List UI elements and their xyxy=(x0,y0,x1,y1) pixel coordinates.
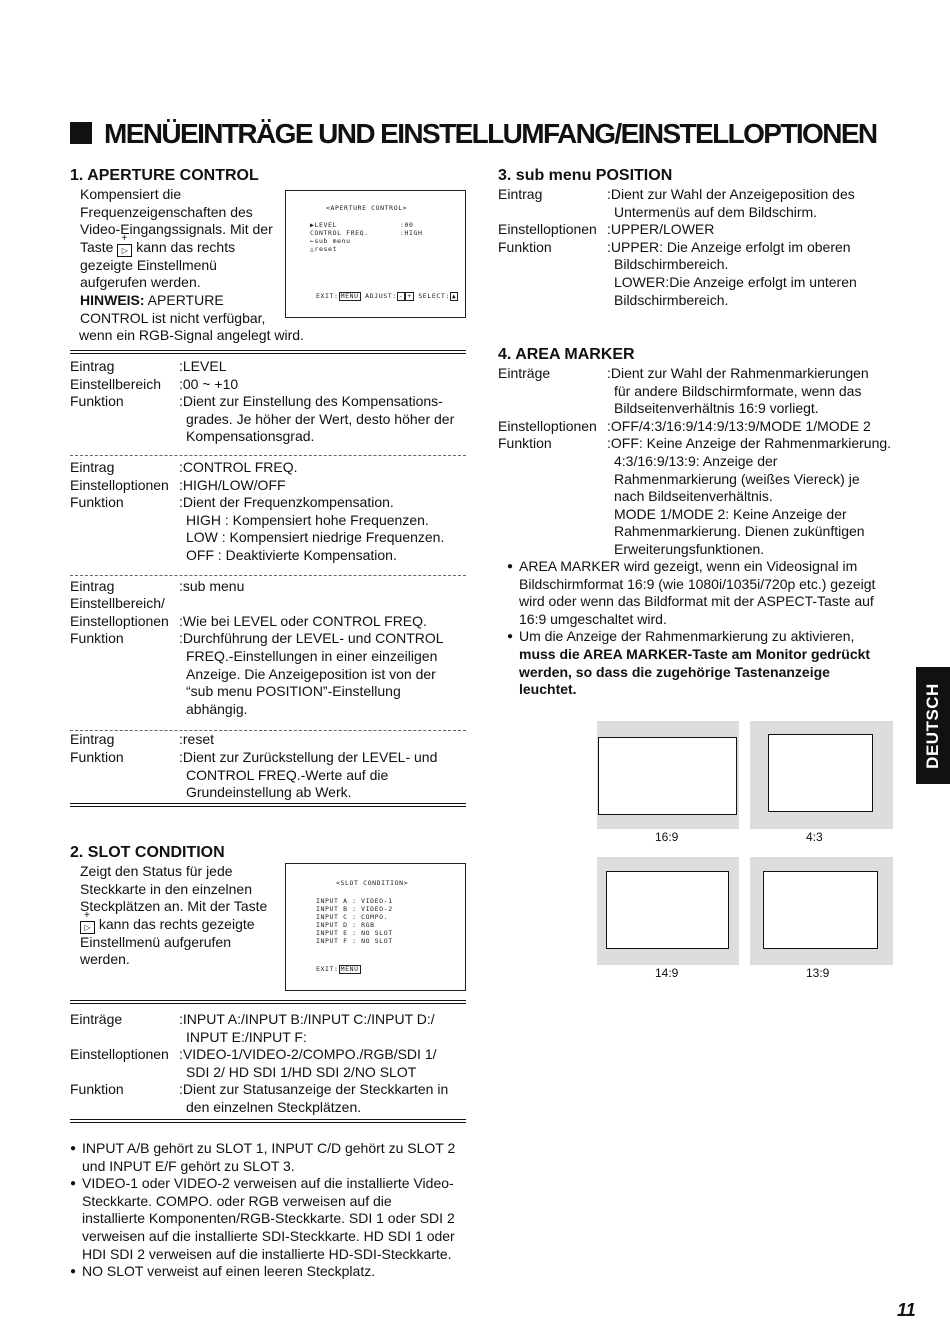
row-label: Einstellbereich/ xyxy=(70,595,165,612)
row-label: Einstelloptionen xyxy=(70,476,169,493)
slot-intro: Zeigt den Status für jede Steckkarte in den einzelnen Steckplätzen an. Mit der Taste + ▷ kann das rechts gezeigte Einstellmenü aufgerufen werden. xyxy=(80,863,280,969)
row-label: Funktion xyxy=(70,630,124,647)
row-value: :Wie bei LEVEL oder CONTROL FREQ. xyxy=(179,612,427,629)
row-value: :UPPER/LOWER xyxy=(607,221,715,238)
section-heading-slot-condition: 2. SLOT CONDITION xyxy=(70,844,225,861)
row-value: :sub menu xyxy=(179,577,245,594)
dashed-divider xyxy=(70,730,466,731)
list-item: ● NO SLOT verweist auf einen leeren Steckplatz. xyxy=(82,1263,472,1281)
aperture-control-menu-display: <APERTURE CONTROL> ▶LEVEL :00 CONTROL FREQ. :HIGH ←sub menu △reset EXIT: MENU ADJUST: - + SELECT: ▲ xyxy=(285,190,466,318)
row-value: Untermenüs auf dem Bildschirm. xyxy=(614,203,818,220)
format-label: 14:9 xyxy=(655,966,679,980)
section-heading-area-marker: 4. AREA MARKER xyxy=(498,346,635,363)
row-value: abhängig. xyxy=(186,700,248,717)
list-item: ● VIDEO-1 oder VIDEO-2 verweisen auf die installierte Video- Steckkarte. COMPO. oder RGB verweisen auf die installierte Komponenten/RGB-Steckkarte. SDI 1 oder SDI 2 verweisen auf die installierte SDI-Steckkarte. HD SDI 1 oder HDI SDI 2 verweisen auf die installierte HD-SDI-Steckkarte. xyxy=(82,1175,472,1263)
double-rule xyxy=(70,1119,466,1123)
row-value: LOWER:Die Anzeige erfolgt im unteren xyxy=(614,273,857,290)
row-value: Bildschirmbereich. xyxy=(614,256,729,273)
row-label: Eintrag xyxy=(70,459,115,475)
row-value: den einzelnen Steckplätzen. xyxy=(186,1098,362,1115)
slot-notes xyxy=(82,1140,472,1281)
format-13-9-diagram xyxy=(750,857,893,965)
area-marker-notes xyxy=(519,558,899,699)
row-value: für andere Bildschirmformate, wenn das xyxy=(614,382,862,399)
double-rule xyxy=(70,1000,466,1004)
slot-condition-menu-display: <SLOT CONDITION> INPUT A : VIDEO-1 INPUT B : VIDEO-2 INPUT C : COMPO. INPUT D : RGB INPUT E : NO SLOT INPUT F : NO SLOT EXIT: MENU xyxy=(285,863,466,991)
row-value: INPUT E:/INPUT F: xyxy=(186,1028,307,1045)
section-heading-sub-menu-position: 3. sub menu POSITION xyxy=(498,167,673,184)
row-value: SDI 2/ HD SDI 1/HD SDI 2/NO SLOT xyxy=(186,1063,417,1080)
row-label: Funktion xyxy=(70,749,124,765)
row-value: 4:3/16:9/13:9: Anzeige der xyxy=(614,452,778,469)
row-value: :VIDEO-1/VIDEO-2/COMPO./RGB/SDI 1/ xyxy=(179,1046,437,1063)
format-label: 13:9 xyxy=(806,966,830,980)
row-label: Funktion xyxy=(70,1081,124,1098)
aperture-intro: Kompensiert die Frequenzeigenschaften des Video-Eingangssignals. Mit der Taste + ▷ kann das rechts gezeigte Einstellmenü aufgerufen werden. HINWEIS: APERTURE CONTROL ist nicht verfügbar, wenn ein RGB-Signal angelegt wird. xyxy=(80,186,280,345)
dashed-divider xyxy=(70,575,466,576)
format-label: 4:3 xyxy=(806,830,823,844)
row-value: :Dient der Frequenzkompensation. xyxy=(179,494,394,511)
row-value: :INPUT A:/INPUT B:/INPUT C:/INPUT D:/ xyxy=(179,1011,435,1027)
row-label: Eintrag xyxy=(70,577,115,594)
row-value: Kompensationsgrad. xyxy=(186,428,315,445)
row-value: Grundeinstellung ab Werk. xyxy=(186,784,352,801)
row-value: :Dient zur Wahl der Rahmenmarkierungen xyxy=(607,365,869,381)
play-button-icon: + ▷ xyxy=(117,244,132,257)
format-14-9-diagram xyxy=(597,857,739,965)
row-label: Einstelloptionen xyxy=(70,1046,169,1063)
page-number: 11 xyxy=(897,1300,916,1320)
double-rule xyxy=(70,803,466,807)
row-value: Rahmenmarkierung. Dienen zukünftigen xyxy=(614,523,865,540)
section-heading-aperture-control: 1. APERTURE CONTROL xyxy=(70,167,259,184)
row-value: MODE 1/MODE 2: Keine Anzeige der xyxy=(614,505,847,522)
row-label: Funktion xyxy=(70,494,124,511)
list-item: ● Um die Anzeige der Rahmenmarkierung zu aktivieren, muss die AREA MARKER-Taste am Monitor gedrückt werden, so dass die zugehörige Tastenanzeige leuchtet. xyxy=(519,628,899,698)
row-value: FREQ.-Einstellungen in einer einzeiligen xyxy=(186,647,438,664)
row-value: Rahmenmarkierung (weißes Viereck) je xyxy=(614,470,860,487)
row-value: HIGH : Kompensiert hohe Frequenzen. xyxy=(186,511,429,528)
format-16-9-diagram xyxy=(597,721,739,829)
row-label: Funktion xyxy=(70,393,124,410)
row-label: Eintrag xyxy=(498,186,543,202)
row-label: Eintrag xyxy=(70,358,115,374)
row-value: :OFF: Keine Anzeige der Rahmenmarkierung. xyxy=(607,435,892,452)
list-item: ● INPUT A/B gehört zu SLOT 1, INPUT C/D gehört zu SLOT 2 und INPUT E/F gehört zu SLOT 3. xyxy=(82,1140,472,1175)
row-value: :Dient zur Statusanzeige der Steckkarten in xyxy=(179,1081,449,1098)
row-value: Bildseitenverhältnis 16:9 vorliegt. xyxy=(614,400,819,417)
row-label: Funktion xyxy=(498,238,552,255)
row-value: :LEVEL xyxy=(179,358,227,374)
row-value: Erweiterungsfunktionen. xyxy=(614,540,765,557)
row-label: Einstelloptionen xyxy=(70,612,169,629)
square-bullet-icon xyxy=(70,122,92,144)
dashed-divider xyxy=(70,455,466,456)
language-side-tab: DEUTSCH xyxy=(916,667,950,784)
row-value: :Dient zur Einstellung des Kompensations- xyxy=(179,393,443,410)
row-value: CONTROL FREQ.-Werte auf die xyxy=(186,766,389,783)
format-label: 16:9 xyxy=(655,830,679,844)
row-value: :Dient zur Wahl der Anzeigeposition des xyxy=(607,186,855,202)
row-label: Einträge xyxy=(70,1011,123,1027)
row-value: Bildschirmbereich. xyxy=(614,291,729,308)
row-label: Einstellbereich xyxy=(70,375,162,392)
row-label: Einstelloptionen xyxy=(498,417,597,434)
row-value: “sub menu POSITION”-Einstellung xyxy=(186,683,401,700)
row-value: OFF : Deaktivierte Kompensation. xyxy=(186,546,397,563)
row-value: nach Bildseitenverhältnis. xyxy=(614,488,773,505)
row-value: :reset xyxy=(179,731,215,748)
row-label: Einstelloptionen xyxy=(498,221,597,238)
format-4-3-diagram xyxy=(750,721,893,829)
page-title: MENÜEINTRÄGE UND EINSTELLUMFANG/EINSTELLOPTIONEN xyxy=(70,118,877,150)
play-button-icon: + ▷ xyxy=(80,921,95,934)
row-value: grades. Je höher der Wert, desto höher der xyxy=(186,410,455,427)
row-value: :OFF/4:3/16:9/14:9/13:9/MODE 1/MODE 2 xyxy=(607,417,871,434)
row-value: LOW : Kompensiert niedrige Frequenzen. xyxy=(186,529,445,546)
row-value: :UPPER: Die Anzeige erfolgt im oberen xyxy=(607,238,851,255)
row-value: Anzeige. Die Anzeigeposition ist von der xyxy=(186,665,436,682)
list-item: ● AREA MARKER wird gezeigt, wenn ein Videosignal im Bildschirmformat 16:9 (wie 1080i/1035i/720p etc.) gezeigt wird oder wenn das Bildformat mit der ASPECT-Taste auf 16:9 umgeschaltet wird. xyxy=(519,558,899,628)
row-value: :Durchführung der LEVEL- und CONTROL xyxy=(179,630,444,647)
row-value: :Dient zur Zurückstellung der LEVEL- und xyxy=(179,749,438,765)
aperture-menu-footer: EXIT: MENU ADJUST: - + SELECT: ▲ xyxy=(316,292,457,300)
double-rule xyxy=(70,350,466,354)
row-value: :CONTROL FREQ. xyxy=(179,459,298,475)
row-value: :HIGH/LOW/OFF xyxy=(179,476,286,493)
row-label: Einträge xyxy=(498,365,551,381)
row-value: :00 ~ +10 xyxy=(179,375,239,392)
row-label: Funktion xyxy=(498,435,552,452)
row-label: Eintrag xyxy=(70,731,115,748)
